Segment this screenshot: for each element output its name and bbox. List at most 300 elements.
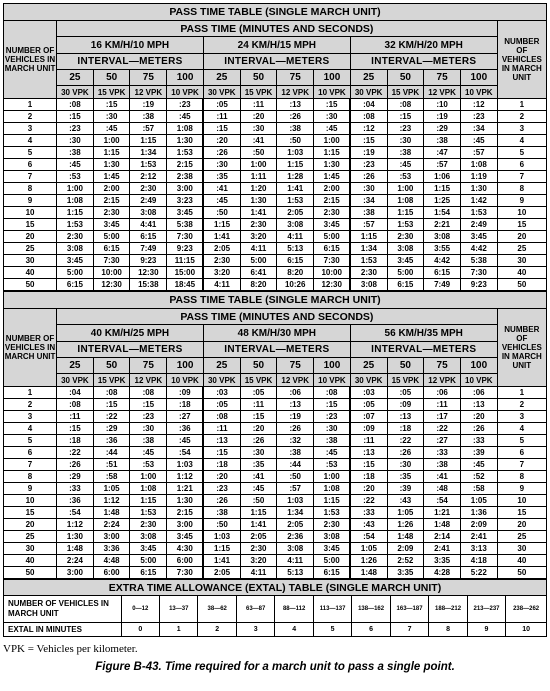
table-row <box>4 243 547 255</box>
pass-time-cell: 1:53 <box>130 159 167 171</box>
pass-time-cell: 2:00 <box>314 183 351 195</box>
speed-row <box>4 325 547 342</box>
pass-time-cell: :36 <box>167 423 204 435</box>
extal-range-cell: 188—212 <box>429 596 467 623</box>
pass-time-cell: 1:15 <box>277 159 314 171</box>
pass-time-cell: :39 <box>387 483 424 495</box>
pass-time-cell: 5:00 <box>314 231 351 243</box>
pass-time-cell: 6:15 <box>314 243 351 255</box>
pass-time-cell: 2:15 <box>93 195 130 207</box>
pass-time-cell: :05 <box>240 387 277 399</box>
pass-time-cell: 1:15 <box>314 147 351 159</box>
pass-time-cell: :06 <box>277 387 314 399</box>
pass-time-cell: 3:00 <box>93 531 130 543</box>
pass-time-cell: 2:30 <box>314 207 351 219</box>
speed-row <box>4 37 547 54</box>
pass-time-cell: :58 <box>460 483 497 495</box>
pass-time-cell: 3:08 <box>387 243 424 255</box>
meters-cell: 25 <box>350 70 387 86</box>
pass-time-cell: 1:15 <box>203 219 240 231</box>
pass-time-cell: 1:08 <box>167 123 204 135</box>
pass-time-cell: 1:30 <box>167 495 204 507</box>
meters-cell: 75 <box>424 70 461 86</box>
interval-header: INTERVAL—METERS <box>350 342 497 358</box>
table-row <box>4 519 547 531</box>
pass-time-tables <box>3 3 547 579</box>
pass-time-cell: 2:24 <box>93 519 130 531</box>
pass-time-cell: :13 <box>277 399 314 411</box>
vehicle-count-cell: 2 <box>4 399 57 411</box>
table-title-row <box>4 4 547 21</box>
pass-time-cell: :35 <box>203 171 240 183</box>
pass-time-cell: :33 <box>350 507 387 519</box>
pass-time-cell: :26 <box>57 459 94 471</box>
pass-time-cell: 2:30 <box>203 255 240 267</box>
vpk-cell: 10 VPK <box>167 374 204 387</box>
vpk-cell: 12 VPK <box>277 374 314 387</box>
pass-time-cell: :11 <box>57 411 94 423</box>
vehicle-count-cell: 50 <box>4 567 57 579</box>
pass-time-cell: 1:48 <box>57 543 94 555</box>
vpk-row <box>4 374 547 387</box>
pass-time-cell: 5:13 <box>277 243 314 255</box>
table-row <box>4 447 547 459</box>
pass-time-cell: :20 <box>350 483 387 495</box>
meters-cell: 100 <box>460 70 497 86</box>
vpk-cell: 15 VPK <box>240 374 277 387</box>
pass-time-cell: :07 <box>350 411 387 423</box>
pass-time-cell: 1:08 <box>130 483 167 495</box>
vpk-cell: 12 VPK <box>424 374 461 387</box>
side-header-right: NUMBER OF VEHICLES IN MARCH UNIT <box>497 21 546 99</box>
vpk-row <box>4 86 547 99</box>
extal-title: EXTRA TIME ALLOWANCE (EXTAL) TABLE (SINGLE MARCH UNIT) <box>4 580 547 596</box>
pass-time-cell: :15 <box>314 99 351 111</box>
table-row <box>4 471 547 483</box>
pass-time-cell: 2:24 <box>57 555 94 567</box>
extal-minutes-cell: 6 <box>352 623 390 637</box>
vehicle-count-cell: 15 <box>497 507 546 519</box>
pass-time-cell: :27 <box>167 411 204 423</box>
pass-time-cell: 3:00 <box>167 183 204 195</box>
pass-time-cell: 1:08 <box>314 483 351 495</box>
pass-time-cell: :41 <box>240 135 277 147</box>
vehicle-count-cell: 20 <box>4 231 57 243</box>
pass-time-cell: :13 <box>277 99 314 111</box>
pass-time-cell: :43 <box>350 519 387 531</box>
meters-cell: 75 <box>277 70 314 86</box>
vehicle-count-cell: 15 <box>4 507 57 519</box>
side-header-left: NUMBER OF VEHICLES IN MARCH UNIT <box>4 309 57 387</box>
vehicle-count-cell: 10 <box>4 495 57 507</box>
pass-time-cell: :08 <box>57 99 94 111</box>
table-row <box>4 231 547 243</box>
pass-time-cell: 9:23 <box>130 255 167 267</box>
pass-time-cell: 1:11 <box>240 171 277 183</box>
pass-time-cell: 5:22 <box>460 567 497 579</box>
pass-time-cell: 2:38 <box>167 171 204 183</box>
meters-cell: 75 <box>277 358 314 374</box>
pass-time-cell: :05 <box>387 387 424 399</box>
extal-minutes-cell: 8 <box>429 623 467 637</box>
pass-time-cell: 2:15 <box>314 195 351 207</box>
pass-time-cell: 1:30 <box>57 531 94 543</box>
pass-time-cell: :22 <box>424 423 461 435</box>
pass-time-cell: :23 <box>203 483 240 495</box>
pass-time-cell: :57 <box>350 219 387 231</box>
pass-time-cell: :54 <box>167 447 204 459</box>
pass-time-cell: :30 <box>93 111 130 123</box>
table-title: PASS TIME TABLE (SINGLE MARCH UNIT) <box>4 292 547 309</box>
pass-time-cell: 3:45 <box>167 207 204 219</box>
table-row <box>4 135 547 147</box>
pass-time-cell: 1:53 <box>130 507 167 519</box>
table-row <box>4 435 547 447</box>
table-subtitle-row <box>4 309 547 325</box>
meters-cell: 100 <box>460 358 497 374</box>
table-row <box>4 99 547 111</box>
table-subtitle: PASS TIME (MINUTES AND SECONDS) <box>57 21 498 37</box>
pass-time-cell: 3:08 <box>277 543 314 555</box>
table-row <box>4 183 547 195</box>
extal-minutes-cell: 10 <box>506 623 547 637</box>
pass-time-cell: :08 <box>130 387 167 399</box>
pass-time-cell: 1:54 <box>424 207 461 219</box>
vpk-cell: 30 VPK <box>57 374 94 387</box>
pass-time-cell: :26 <box>387 447 424 459</box>
vehicle-count-cell: 30 <box>4 255 57 267</box>
pass-time-cell: 3:20 <box>203 267 240 279</box>
pass-time-cell: 6:15 <box>387 279 424 291</box>
meters-row <box>4 70 547 86</box>
pass-time-cell: :44 <box>277 459 314 471</box>
vehicle-count-cell: 5 <box>4 435 57 447</box>
meters-cell: 75 <box>130 358 167 374</box>
pass-time-cell: :15 <box>350 135 387 147</box>
speed-header: 16 KM/H/10 MPH <box>57 37 204 54</box>
table-row <box>4 123 547 135</box>
pass-time-cell: 2:30 <box>314 519 351 531</box>
pass-time-cell: 1:03 <box>203 531 240 543</box>
pass-time-cell: :22 <box>350 495 387 507</box>
pass-time-cell: :38 <box>130 111 167 123</box>
table-row <box>4 279 547 291</box>
pass-time-cell: :12 <box>350 123 387 135</box>
pass-time-cell: 6:15 <box>130 231 167 243</box>
pass-time-cell: 8:20 <box>240 279 277 291</box>
vehicle-count-cell: 10 <box>497 495 546 507</box>
pass-time-cell: 2:30 <box>130 183 167 195</box>
pass-time-cell: :09 <box>167 387 204 399</box>
pass-time-cell: :11 <box>203 111 240 123</box>
pass-time-cell: :15 <box>203 123 240 135</box>
pass-time-cell: :26 <box>277 111 314 123</box>
pass-time-cell: :43 <box>387 495 424 507</box>
pass-time-cell: 3:35 <box>387 567 424 579</box>
pass-time-cell: 15:38 <box>130 279 167 291</box>
pass-time-cell: :17 <box>424 411 461 423</box>
pass-time-cell: 6:15 <box>57 279 94 291</box>
pass-time-cell: :20 <box>240 111 277 123</box>
interval-row <box>4 54 547 70</box>
pass-time-cell: :23 <box>460 111 497 123</box>
table-row <box>4 159 547 171</box>
pass-time-cell: :23 <box>314 411 351 423</box>
pass-time-cell: :11 <box>240 99 277 111</box>
pass-time-cell: :05 <box>203 399 240 411</box>
pass-time-cell: 1:48 <box>350 567 387 579</box>
table-row <box>4 483 547 495</box>
pass-time-cell: 1:21 <box>424 507 461 519</box>
pass-time-cell: :38 <box>277 447 314 459</box>
pass-time-cell: :50 <box>240 495 277 507</box>
vehicle-count-cell: 6 <box>497 447 546 459</box>
vpk-cell: 15 VPK <box>387 374 424 387</box>
side-header-left: NUMBER OF VEHICLES IN MARCH UNIT <box>4 21 57 99</box>
pass-time-cell: 7:30 <box>314 255 351 267</box>
pass-time-cell: :32 <box>277 435 314 447</box>
pass-time-cell: :53 <box>57 171 94 183</box>
pass-time-cell: :06 <box>424 387 461 399</box>
vehicle-count-cell: 40 <box>497 267 546 279</box>
pass-time-cell: 7:30 <box>167 231 204 243</box>
pass-time-cell: 4:30 <box>167 543 204 555</box>
pass-time-cell: :15 <box>240 411 277 423</box>
pass-time-cell: 3:45 <box>387 255 424 267</box>
vehicle-count-cell: 25 <box>4 243 57 255</box>
vehicle-count-cell: 20 <box>497 519 546 531</box>
pass-time-cell: 4:11 <box>203 279 240 291</box>
pass-time-cell: 1:34 <box>277 507 314 519</box>
pass-time-cell: 10:00 <box>93 267 130 279</box>
pass-time-cell: :30 <box>57 135 94 147</box>
pass-time-cell: 9:23 <box>460 279 497 291</box>
pass-time-cell: :45 <box>314 447 351 459</box>
pass-time-cell: 6:15 <box>314 567 351 579</box>
pass-time-cell: :15 <box>130 399 167 411</box>
pass-time-cell: :15 <box>387 111 424 123</box>
pass-time-cell: 7:49 <box>424 279 461 291</box>
extal-minutes-cell: 0 <box>121 623 159 637</box>
pass-time-cell: 1:48 <box>424 519 461 531</box>
pass-time-cell: :03 <box>203 387 240 399</box>
vpk-cell: 15 VPK <box>93 86 130 99</box>
pass-time-cell: :53 <box>130 459 167 471</box>
vpk-cell: 15 VPK <box>240 86 277 99</box>
pass-time-cell: :08 <box>314 387 351 399</box>
pass-time-cell: 1:03 <box>277 147 314 159</box>
pass-time-cell: 1:30 <box>167 135 204 147</box>
pass-time-cell: :45 <box>203 195 240 207</box>
table-row <box>4 399 547 411</box>
pass-time-cell: 1:08 <box>387 195 424 207</box>
pass-time-cell: 1:26 <box>350 555 387 567</box>
pass-time-cell: :18 <box>387 423 424 435</box>
pass-time-cell: :50 <box>277 135 314 147</box>
extal-range-cell: 113—137 <box>313 596 351 623</box>
pass-time-cell: :45 <box>57 159 94 171</box>
vpk-cell: 10 VPK <box>460 86 497 99</box>
pass-time-cell: 11:15 <box>167 255 204 267</box>
pass-time-cell: :38 <box>350 207 387 219</box>
pass-time-cell: 1:45 <box>93 171 130 183</box>
vehicle-count-cell: 3 <box>497 123 546 135</box>
pass-time-cell: 1:00 <box>314 471 351 483</box>
meters-cell: 75 <box>130 70 167 86</box>
vehicle-count-cell: 40 <box>497 555 546 567</box>
pass-time-cell: 3:45 <box>314 543 351 555</box>
pass-time-table-2 <box>3 291 547 579</box>
pass-time-cell: :23 <box>167 99 204 111</box>
interval-header: INTERVAL—METERS <box>57 342 204 358</box>
pass-time-cell: 5:00 <box>387 267 424 279</box>
pass-time-cell: :09 <box>350 423 387 435</box>
speed-header: 56 KM/H/35 MPH <box>350 325 497 342</box>
pass-time-cell: 1:48 <box>387 531 424 543</box>
meters-cell: 100 <box>167 358 204 374</box>
pass-time-cell: 1:15 <box>387 207 424 219</box>
pass-time-cell: :30 <box>314 423 351 435</box>
pass-time-cell: 1:21 <box>167 483 204 495</box>
pass-time-cell: :45 <box>130 447 167 459</box>
pass-time-cell: 4:18 <box>460 555 497 567</box>
pass-time-cell: :27 <box>424 435 461 447</box>
pass-time-cell: :19 <box>350 147 387 159</box>
extal-minutes-cell: 9 <box>467 623 505 637</box>
vehicle-count-cell: 30 <box>4 543 57 555</box>
pass-time-cell: :26 <box>350 171 387 183</box>
table-title-row <box>4 292 547 309</box>
pass-time-cell: :38 <box>203 507 240 519</box>
extal-minutes-cell: 5 <box>313 623 351 637</box>
vpk-cell: 10 VPK <box>314 374 351 387</box>
pass-time-document <box>3 3 547 637</box>
footnote: VPK = Vehicles per kilometer. <box>3 643 138 655</box>
pass-time-cell: 1:30 <box>314 159 351 171</box>
extal-range-cell: 0—12 <box>121 596 159 623</box>
table-row <box>4 219 547 231</box>
pass-time-cell: 2:30 <box>240 219 277 231</box>
vehicle-count-cell: 40 <box>4 555 57 567</box>
pass-time-cell: :38 <box>57 147 94 159</box>
pass-time-cell: 5:00 <box>57 267 94 279</box>
pass-time-cell: :22 <box>93 411 130 423</box>
meters-cell: 75 <box>424 358 461 374</box>
pass-time-cell: :11 <box>240 399 277 411</box>
pass-time-cell: 3:08 <box>350 279 387 291</box>
pass-time-cell: :41 <box>424 471 461 483</box>
pass-time-cell: 3:45 <box>460 231 497 243</box>
pass-time-cell: :20 <box>203 471 240 483</box>
pass-time-cell: 2:05 <box>240 531 277 543</box>
extal-minutes-cell: 1 <box>160 623 198 637</box>
table-row <box>4 171 547 183</box>
meters-cell: 100 <box>314 70 351 86</box>
vehicle-count-cell: 5 <box>497 435 546 447</box>
pass-time-cell: :08 <box>203 411 240 423</box>
table-row <box>4 255 547 267</box>
pass-time-cell: 2:30 <box>387 231 424 243</box>
pass-time-cell: 5:38 <box>460 255 497 267</box>
pass-time-cell: 1:53 <box>314 507 351 519</box>
pass-time-cell: :15 <box>314 399 351 411</box>
pass-time-cell: :08 <box>350 111 387 123</box>
pass-time-cell: :11 <box>203 423 240 435</box>
pass-time-cell: 10:26 <box>277 279 314 291</box>
vehicle-count-cell: 8 <box>4 471 57 483</box>
pass-time-cell: 1:05 <box>350 543 387 555</box>
pass-time-cell: 1:41 <box>240 207 277 219</box>
pass-time-cell: 2:15 <box>167 507 204 519</box>
pass-time-cell: 7:30 <box>167 567 204 579</box>
table-row <box>4 111 547 123</box>
pass-time-cell: :35 <box>240 459 277 471</box>
pass-time-cell: 1:05 <box>93 483 130 495</box>
pass-time-cell: :34 <box>460 123 497 135</box>
pass-time-cell: 5:13 <box>277 567 314 579</box>
pass-time-cell: 2:49 <box>130 195 167 207</box>
vehicle-count-cell: 3 <box>4 411 57 423</box>
pass-time-cell: 6:00 <box>167 555 204 567</box>
pass-time-cell: :15 <box>93 399 130 411</box>
pass-time-cell: :15 <box>93 99 130 111</box>
meters-cell: 25 <box>350 358 387 374</box>
pass-time-cell: 1:00 <box>240 159 277 171</box>
pass-time-cell: 4:48 <box>93 555 130 567</box>
pass-time-cell: :11 <box>350 435 387 447</box>
meters-cell: 25 <box>57 358 94 374</box>
pass-time-cell: :10 <box>424 99 461 111</box>
pass-time-cell: 1:53 <box>277 195 314 207</box>
table-row <box>4 423 547 435</box>
pass-time-cell: 1:53 <box>350 255 387 267</box>
pass-time-cell: 1:30 <box>460 183 497 195</box>
pass-time-cell: 1:48 <box>93 507 130 519</box>
pass-time-cell: 2:09 <box>460 519 497 531</box>
pass-time-cell: 1:15 <box>93 147 130 159</box>
vehicle-count-cell: 1 <box>4 387 57 399</box>
pass-time-cell: 1:19 <box>460 171 497 183</box>
pass-time-cell: :33 <box>460 435 497 447</box>
pass-time-cell: 1:15 <box>314 495 351 507</box>
pass-time-cell: 5:00 <box>314 555 351 567</box>
pass-time-cell: 1:05 <box>387 507 424 519</box>
pass-time-cell: :30 <box>240 123 277 135</box>
table-subtitle: PASS TIME (MINUTES AND SECONDS) <box>57 309 498 325</box>
extal-minutes-cell: 2 <box>198 623 236 637</box>
pass-time-cell: :26 <box>203 147 240 159</box>
pass-time-cell: :53 <box>314 459 351 471</box>
vehicle-count-cell: 5 <box>497 147 546 159</box>
pass-time-cell: :34 <box>350 195 387 207</box>
pass-time-cell: 1:12 <box>57 519 94 531</box>
pass-time-cell: 2:12 <box>130 171 167 183</box>
pass-time-cell: 6:15 <box>277 255 314 267</box>
pass-time-cell: :13 <box>350 447 387 459</box>
pass-time-cell: 1:00 <box>57 183 94 195</box>
figure-caption: Figure B-43. Time required for a march unit to pass a single point. <box>95 661 455 673</box>
table-row <box>4 207 547 219</box>
pass-time-cell: :50 <box>240 147 277 159</box>
extal-vehicles-label: NUMBER OF VEHICLES IN MARCH UNIT <box>4 596 122 623</box>
pass-time-cell: :45 <box>314 123 351 135</box>
pass-time-cell: 2:05 <box>277 207 314 219</box>
vehicle-count-cell: 6 <box>497 159 546 171</box>
extal-range-cell: 163—187 <box>390 596 428 623</box>
pass-time-cell: :45 <box>167 111 204 123</box>
pass-time-cell: :26 <box>277 423 314 435</box>
pass-time-cell: :52 <box>460 471 497 483</box>
